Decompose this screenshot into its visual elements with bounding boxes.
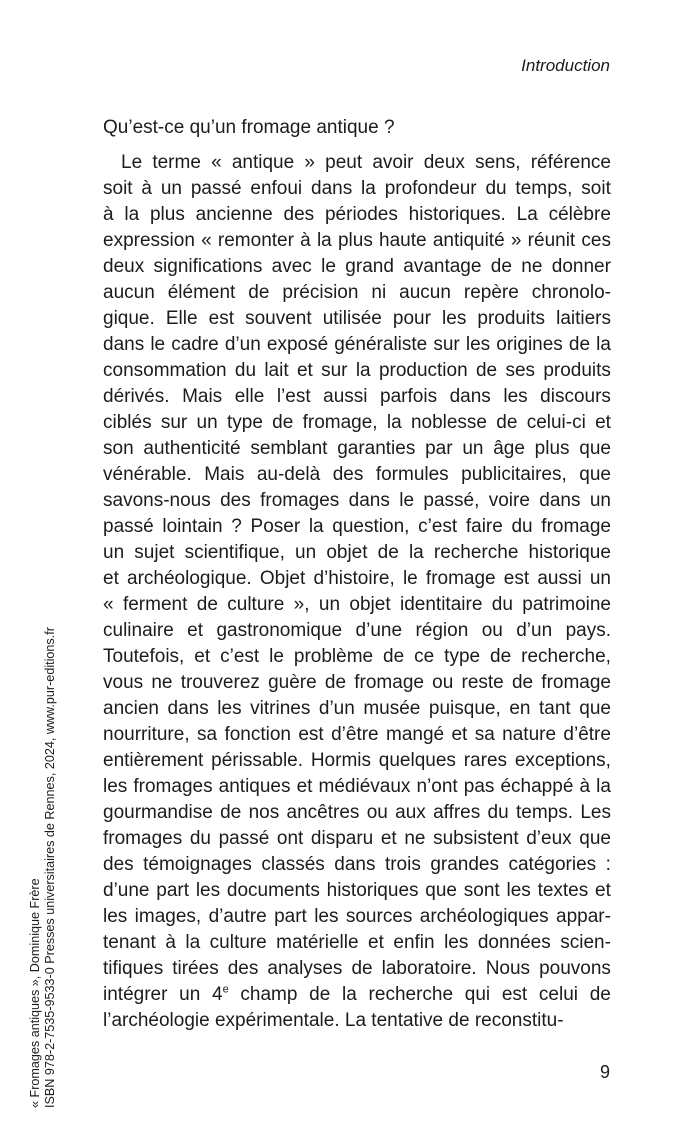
text-line: gique. Elle est souvent utilisée pour les produits laitiers — [103, 308, 611, 329]
text-line: tifiques tirées des analyses de laboratoire. Nous pouvons — [103, 958, 611, 979]
text-line: nourriture, sa fonction est d’être mangé et sa nature d’être — [103, 724, 611, 745]
text-line: passé lointain ? Poser la question, c’est faire du fromage — [103, 516, 611, 537]
text-line: les fromages antiques et médiévaux n’ont pas échappé à la — [103, 776, 611, 797]
text-line: soit à un passé enfoui dans la profondeur du temps, soit — [103, 178, 611, 199]
side-credit — [28, 488, 58, 1108]
text-line: un sujet scientifique, un objet de la recherche historique — [103, 542, 611, 563]
section-title: Qu’est-ce qu’un fromage antique ? — [103, 117, 395, 138]
text-line: deux significations avec le grand avantage de ne donner — [103, 256, 611, 277]
text-line: ancien dans les vitrines d’un musée puisque, en tant que — [103, 698, 611, 719]
text-line: et archéologique. Objet d’histoire, le fromage est aussi un — [103, 568, 611, 589]
text-line: savons-nous des fromages dans le passé, voire dans un — [103, 490, 611, 511]
text-line: vous ne trouverez guère de fromage ou reste de fromage — [103, 672, 611, 693]
text-line: consommation du lait et sur la production de ses produits — [103, 360, 611, 381]
text-line: entièrement périssable. Hormis quelques rares exceptions, — [103, 750, 611, 771]
text-line: ciblés sur un type de fromage, la noblesse de celui-ci et — [103, 412, 611, 433]
text-line: vénérable. Mais au-delà des formules publicitaires, que — [103, 464, 611, 485]
text-line: Toutefois, et c’est le problème de ce type de recherche, — [103, 646, 611, 667]
text-line: tenant à la culture matérielle et enfin les données scien- — [103, 932, 611, 953]
text-line: dérivés. Mais elle l’est aussi parfois dans les discours — [103, 386, 611, 407]
text-line: culinaire et gastronomique d’une région ou d’un pays. — [103, 620, 611, 641]
text-line: les images, d’autre part les sources archéologiques appar- — [103, 906, 611, 927]
text-line: fromages du passé ont disparu et ne subsistent d’eux que — [103, 828, 611, 849]
text-line: expression « remonter à la plus haute antiquité » réunit ces — [103, 230, 611, 251]
running-header: Introduction — [521, 56, 610, 75]
text-line: « ferment de culture », un objet identitaire du patrimoine — [103, 594, 611, 615]
text-line: intégrer un 4e champ de la recherche qui est celui de — [103, 983, 611, 1005]
credit-line-title: « Fromages antiques », Dominique Frère — [28, 878, 42, 1108]
page-number: 9 — [599, 1062, 610, 1082]
text-line: dans le cadre d’un exposé généraliste sur les origines de la — [103, 334, 611, 355]
text-line: aucun élément de précision ni aucun repère chronolo- — [103, 282, 611, 303]
text-line: son authenticité semblant garanties par un âge plus que — [103, 438, 611, 459]
text-line: gourmandise de nos ancêtres ou aux affres du temps. Les — [103, 802, 611, 823]
text-line: d’une part les documents historiques que sont les textes et — [103, 880, 611, 901]
text-line: des témoignages classés dans trois grandes catégories : — [103, 854, 611, 875]
text-line: à la plus ancienne des périodes historiques. La célèbre — [103, 204, 611, 225]
credit-line-isbn: ISBN 978-2-7535-9533-0 Presses universitaires de Rennes, 2024, www.pur-editions.fr — [43, 627, 57, 1108]
text-line: Le terme « antique » peut avoir deux sens, référence — [121, 152, 611, 173]
body-paragraph — [103, 150, 611, 1034]
text-line: l’archéologie expérimentale. La tentative de reconstitu- — [103, 1010, 564, 1031]
